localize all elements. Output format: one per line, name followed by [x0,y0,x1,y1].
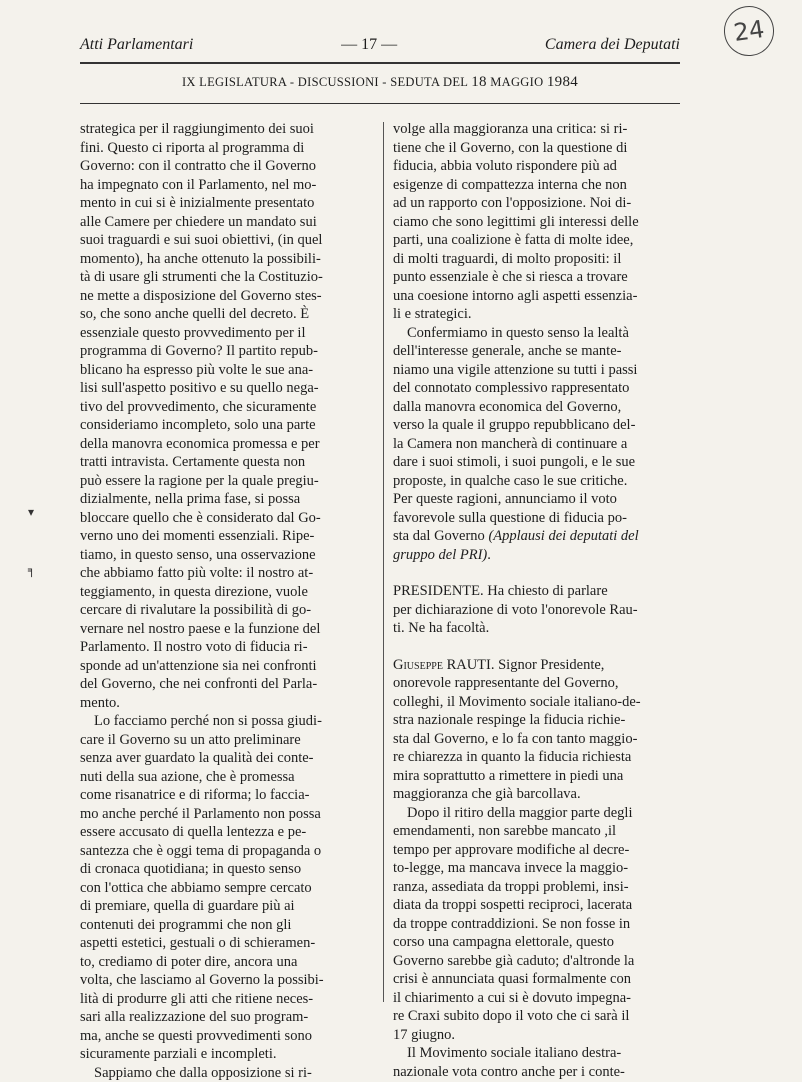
line-text: di premiare, quella di guardare più ai [80,898,295,914]
text-line [80,694,372,713]
text-line [393,767,685,786]
text-line [80,601,372,620]
text-line [80,398,372,417]
line-text: Governo: con il contratto che il Governo [80,158,316,174]
line-text: alle Camere per chiedere un mandato sui [80,214,317,230]
line-text: blicano ha espresso più volte le sue ana- [80,362,313,378]
line-text: bloccare quello che è considerato dal Go- [80,510,321,526]
text-line [80,657,372,676]
line-text: maggioranza che già barcollava. [393,786,581,802]
text-line [393,804,685,823]
text-line [80,324,372,343]
text-line [393,194,685,213]
line-text: proposte, in qualche caso le sue critiche. [393,473,627,489]
line-text: essere accusato di quella lentezza e pe- [80,824,306,840]
text-line [393,509,685,528]
line-text: programma di Governo? Il partito repub- [80,343,318,359]
text-line [80,934,372,953]
text-line [393,213,685,232]
line-text: ti. Ne ha facoltà. [393,620,489,636]
line-text: PRESIDENTE. Ha chiesto di parlare [393,583,608,599]
text-line [80,546,372,565]
line-text: 17 giugno. [393,1027,455,1043]
line-text: nazionale vota contro anche per i conte- [393,1064,625,1080]
line-text: niamo una vigile attenzione su tutti i passi [393,362,637,378]
line-text: colleghi, il Movimento sociale italiano-de- [393,694,641,710]
text-line [393,287,685,306]
line-text: che abbiamo fatto più volte: il nostro at- [80,565,313,581]
line-text: . [487,547,491,563]
text-line [80,157,372,176]
line-text: sta dal Governo, e lo fa con tanto maggio- [393,731,637,747]
text-line [393,674,685,693]
line-text: una coesione intorno agli aspetti essenzia- [393,288,637,304]
text-line [393,1026,685,1045]
text-line [393,822,685,841]
line-text: dizialmente, nella prima fase, si possa [80,491,300,507]
text-line [80,620,372,639]
text-line [80,916,372,935]
text-line [80,638,372,657]
text-line [80,971,372,990]
line-text: del connotato complessivo rappresentato [393,380,629,396]
line-text: della manovra economica promessa e per [80,436,320,452]
text-line [80,268,372,287]
text-line [393,435,685,454]
line-text: nuti della sua azione, che è promessa [80,769,295,785]
text-line [80,250,372,269]
text-line [393,693,685,712]
text-line [393,989,685,1008]
line-text: come risanatrice e di riforma; lo faccia- [80,787,309,803]
line-text: ne mette a disposizione del Governo stes- [80,288,322,304]
line-text: tiamo, in questo senso, una osservazione [80,547,316,563]
line-text: dell'interesse generale, anche se mante- [393,343,621,359]
line-text: ma, anche se questi provvedimenti sono [80,1028,312,1044]
line-text: volta, che lasciamo al Governo la possibi- [80,972,324,988]
text-line [80,842,372,861]
text-line [80,879,372,898]
line-text: ha impegnato con il Parlamento, nel mo- [80,177,316,193]
text-line [80,1045,372,1064]
line-text: suoi traguardi e sui suoi obiettivi, (in quel [80,232,322,248]
text-line [393,896,685,915]
text-line [393,1044,685,1063]
text-line [393,915,685,934]
line-text: di molti traguardi, di molto propositi: il [393,251,621,267]
text-line [393,619,685,638]
line-text: Confermiamo in questo senso la lealtà [407,325,629,341]
line-text: sicuramente parziali e incompleti. [80,1046,276,1062]
text-line [80,990,372,1009]
line-text: Governo sarebbe già caduto; d'altronde la [393,953,634,969]
text-line [80,361,372,380]
text-line [393,268,685,287]
line-text: mento in cui si è inizialmente presentato [80,195,314,211]
text-line [393,933,685,952]
line-text: li e strategici. [393,306,472,322]
text-line [393,1063,685,1082]
text-line [393,785,685,804]
line-text: senza aver guardato la qualità dei conte- [80,750,314,766]
text-line [80,712,372,731]
text-line [80,490,372,509]
text-line [80,472,372,491]
line-text: Dopo il ritiro della maggior parte degli [407,805,633,821]
line-text: ad un rapporto con l'opposizione. Noi di- [393,195,631,211]
line-text: lisi sull'aspetto positivo e su quello nega- [80,380,319,396]
text-line [393,472,685,491]
line-text: di cronaca quotidiana; in questo senso [80,861,301,877]
text-line [393,490,685,509]
line-text: fiducia, abbia voluto rispondere più ad [393,158,617,174]
line-text: da troppe contraddizioni. Se non fosse in [393,916,630,932]
paragraph-gap [393,638,685,656]
text-line [393,601,685,620]
session-year: 1984 [547,74,578,90]
line-text: corso una campagna elettorale, questo [393,934,614,950]
line-text: la Camera non mancherà di continuare a [393,436,627,452]
text-line [80,379,372,398]
line-text: per dichiarazione di voto l'onorevole Rau- [393,602,638,618]
line-text: onorevole rappresentante del Governo, [393,675,618,691]
line-text: re Craxi subito dopo il voto che ci sarà il [393,1008,629,1024]
text-line [393,878,685,897]
line-text: RAUTI. Signor Presidente, [443,657,605,673]
text-line [393,398,685,417]
line-text: del Governo, che nei confronti del Parla- [80,676,317,692]
text-line [393,1007,685,1026]
text-line [393,841,685,860]
text-line [80,527,372,546]
line-text: lità di produrre gli atti che ritiene neces- [80,991,313,1007]
text-columns [80,120,685,1020]
session-day: 18 [471,74,487,90]
line-text: mento. [80,695,120,711]
text-line [80,823,372,842]
header-publication: Atti Parlamentari [80,36,193,54]
session-prefix: IX LEGISLATURA - DISCUSSIONI - SEDUTA DEL [182,75,471,89]
line-text: con l'ottica che abbiamo sempre cercato [80,880,312,896]
text-line [80,731,372,750]
text-line [393,231,685,250]
line-text: consideriamo incompleto, solo una parte [80,417,316,433]
text-line [393,711,685,730]
line-text: mo anche perché il Parlamento non possa [80,806,321,822]
line-text: mira soprattutto a rimettere in piedi una [393,768,623,784]
line-text: emendamenti, non sarebbe mancato ,il [393,823,616,839]
text-line [80,1027,372,1046]
text-line [393,453,685,472]
line-text: care il Governo su un atto preliminare [80,732,301,748]
header-chamber: Camera dei Deputati [545,36,680,54]
line-text: volge alla maggioranza una critica: si ri- [393,121,627,137]
text-line [393,324,685,343]
text-line [393,250,685,269]
line-text: tà di usare gli strumenti che la Costituzio- [80,269,323,285]
text-line [80,342,372,361]
session-line [80,74,680,91]
text-line [80,564,372,583]
line-text: teggiamento, in questa direzione, vuole [80,584,308,600]
applause-note: gruppo del PRI) [393,547,487,563]
text-line [393,748,685,767]
text-line [80,453,372,472]
line-text: stra nazionale respinge la fiducia richie- [393,712,625,728]
text-line [393,416,685,435]
line-text: punto essenziale è che si riesca a trovare [393,269,628,285]
text-line [80,1064,372,1082]
text-line [393,139,685,158]
text-line [393,361,685,380]
line-text: tratti intravista. Certamente questa non [80,454,305,470]
text-line [80,416,372,435]
line-text: diata da troppi sospetti reciproci, lacerata [393,897,632,913]
text-line [80,213,372,232]
text-line [393,730,685,749]
speaker-name: Giuseppe [393,657,443,673]
line-text: Sappiamo che dalla opposizione si ri- [94,1065,312,1081]
line-text: Parlamento. Il nostro voto di fiducia ri- [80,639,308,655]
line-text: to-legge, ma mancava invece la maggio- [393,860,628,876]
text-line [393,342,685,361]
line-text: aspetti estetici, gestuali o di schieramen- [80,935,315,951]
line-text: re chiarezza in quanto la fiducia richiesta [393,749,631,765]
line-text: può essere la ragione per la quale pregiu- [80,473,319,489]
line-text: tiene che il Governo, con la questione di [393,140,627,156]
text-line [80,897,372,916]
line-text: strategica per il raggiungimento dei suoi [80,121,314,137]
page-header [80,36,680,62]
text-line [393,952,685,971]
session-month: MAGGIO [487,75,547,89]
text-line [393,305,685,324]
text-line [80,860,372,879]
page-number: — 17 — [341,36,397,54]
text-line [80,953,372,972]
text-line [80,786,372,805]
line-text: verno uno dei momenti essenziali. Ripe- [80,528,314,544]
text-line [80,1008,372,1027]
applause-note: (Applausi dei deputati del [488,528,638,544]
text-line [393,656,685,675]
line-text: sta dal Governo [393,528,488,544]
line-text: favorevole sulla questione di fiducia po- [393,510,627,526]
line-text: Lo facciamo perché non si possa giudi- [94,713,322,729]
line-text: sponde ad un'attenzione sia nei confronti [80,658,317,674]
line-text: essenziale questo provvedimento per il [80,325,306,341]
line-text: Per queste ragioni, annunciamo il voto [393,491,617,507]
text-line [80,194,372,213]
left-column [80,120,372,1020]
line-text: tempo per approvare modifiche al decre- [393,842,629,858]
line-text: contenuti dei programmi che non gli [80,917,291,933]
text-line [393,582,685,601]
text-line [393,379,685,398]
line-text: dalla manovra economica del Governo, [393,399,621,415]
line-text: sari alla realizzazione del suo program- [80,1009,308,1025]
text-line [80,675,372,694]
right-column [393,120,685,1020]
text-line [80,305,372,324]
text-line [80,768,372,787]
line-text: cercare di rivalutare la possibilità di go- [80,602,311,618]
line-text: parti, una coalizione è fatta di molte idee, [393,232,633,248]
text-line [80,231,372,250]
margin-mark: ╕ [28,563,35,577]
margin-mark: ▾ [28,505,34,519]
line-text: dare i suoi stimoli, i suoi pungoli, e le sue [393,454,635,470]
text-line [80,139,372,158]
line-text: so, che sono anche quelli del decreto. È [80,306,309,322]
text-line [393,157,685,176]
text-line [80,120,372,139]
line-text: il chiarimento a cui si è dovuto impegna- [393,990,631,1006]
line-text: fini. Questo ci riporta al programma di [80,140,304,156]
text-line [393,120,685,139]
line-text: ciamo che sono legittimi gli interessi delle [393,214,639,230]
line-text: crisi è annunciata quasi formalmente con [393,971,631,987]
line-text: momento), ha anche ottenuto la possibili- [80,251,321,267]
text-line [80,287,372,306]
text-line [80,749,372,768]
line-text: ranza, assediata da troppi problemi, insi- [393,879,629,895]
paragraph-gap [393,564,685,582]
text-line [393,859,685,878]
header-rule [80,62,680,64]
text-line [80,583,372,602]
text-line [393,546,685,565]
text-line [80,509,372,528]
text-line [393,970,685,989]
session-rule [80,103,680,104]
text-line [393,176,685,195]
line-text: santezza che è oggi tema di propaganda o [80,843,321,859]
text-line [393,527,685,546]
line-text: to, crediamo di poter dire, ancora una [80,954,297,970]
line-text: Il Movimento sociale italiano destra- [407,1045,621,1061]
text-line [80,805,372,824]
line-text: vernare nel nostro paese e la funzione del [80,621,320,637]
line-text: esigenze di compattezza interna che non [393,177,627,193]
text-line [80,176,372,195]
line-text: verso la quale il gruppo repubblicano del- [393,417,635,433]
archive-stamp: 24 [721,3,777,59]
line-text: tivo del provvedimento, che sicuramente [80,399,316,415]
text-line [80,435,372,454]
